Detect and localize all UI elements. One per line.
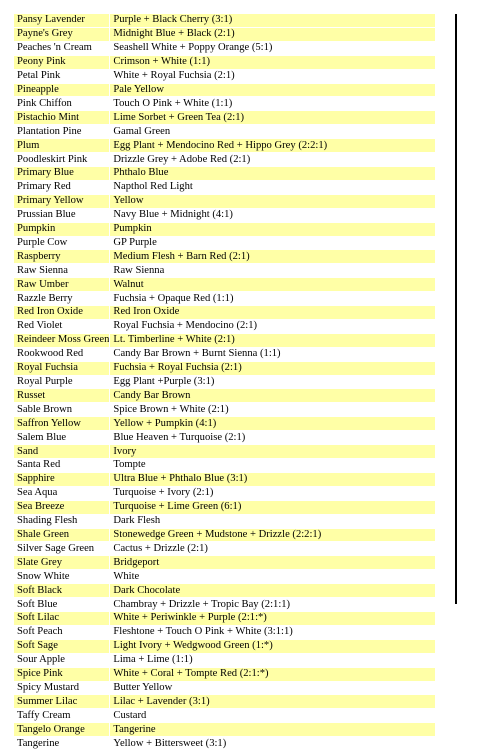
table-row — [14, 319, 435, 333]
table-row — [14, 139, 435, 153]
color-mix-cell: Pale Yellow — [110, 83, 435, 97]
color-mix-cell: Medium Flesh + Barn Red (2:1) — [110, 250, 435, 264]
table-row — [14, 584, 435, 598]
color-name-cell: Sour Apple — [14, 653, 110, 667]
color-name-cell: Primary Red — [14, 180, 110, 194]
color-mix-cell: Gamal Green — [110, 125, 435, 139]
table-row — [14, 333, 435, 347]
color-name-cell: Soft Lilac — [14, 611, 110, 625]
color-mix-cell: Lt. Timberline + White (2:1) — [110, 333, 435, 347]
color-name-cell: Royal Purple — [14, 375, 110, 389]
color-mix-cell: White + Periwinkle + Purple (2:1:*) — [110, 611, 435, 625]
color-name-cell: Summer Lilac — [14, 695, 110, 709]
table-row — [14, 556, 435, 570]
color-mix-cell: Candy Bar Brown — [110, 389, 435, 403]
color-name-cell: Royal Fuchsia — [14, 361, 110, 375]
table-row — [14, 431, 435, 445]
color-mix-cell: Egg Plant + Mendocino Red + Hippo Grey (2:2:1) — [110, 139, 435, 153]
color-mix-cell: Turquoise + Lime Green (6:1) — [110, 500, 435, 514]
color-mix-cell: Tompte — [110, 459, 435, 473]
color-mix-cell: Yellow — [110, 194, 435, 208]
color-name-cell: Sand — [14, 445, 110, 459]
color-mix-cell: White — [110, 570, 435, 584]
table-row — [14, 681, 435, 695]
color-mix-cell: Dark Chocolate — [110, 584, 435, 598]
color-mix-cell: Purple + Black Cherry (3:1) — [110, 14, 435, 27]
color-name-cell: Taffy Cream — [14, 709, 110, 723]
color-mix-cell: Seashell White + Poppy Orange (5:1) — [110, 41, 435, 55]
table-row — [14, 625, 435, 639]
color-name-cell: Primary Blue — [14, 166, 110, 180]
color-mix-cell: Lime Sorbet + Green Tea (2:1) — [110, 111, 435, 125]
color-name-cell: Razzle Berry — [14, 292, 110, 306]
table-row — [14, 55, 435, 69]
color-name-cell: Soft Black — [14, 584, 110, 598]
color-mix-cell: Fuchsia + Royal Fuchsia (2:1) — [110, 361, 435, 375]
table-row — [14, 403, 435, 417]
color-name-cell: Payne's Grey — [14, 27, 110, 41]
table-row — [14, 236, 435, 250]
color-mix-cell: Light Ivory + Wedgwood Green (1:*) — [110, 639, 435, 653]
table-row — [14, 542, 435, 556]
table-row — [14, 194, 435, 208]
table-row — [14, 111, 435, 125]
color-mix-cell: Crimson + White (1:1) — [110, 55, 435, 69]
color-name-cell: Sea Breeze — [14, 500, 110, 514]
color-mix-cell: Walnut — [110, 278, 435, 292]
color-name-cell: Tangelo Orange — [14, 723, 110, 737]
color-name-cell: Slate Grey — [14, 556, 110, 570]
table-row — [14, 292, 435, 306]
table-row — [14, 83, 435, 97]
color-name-cell: Pansy Lavender — [14, 14, 110, 27]
color-mix-cell: Candy Bar Brown + Burnt Sienna (1:1) — [110, 347, 435, 361]
color-name-cell: Saffron Yellow — [14, 417, 110, 431]
table-row — [14, 264, 435, 278]
table-row — [14, 27, 435, 41]
color-mix-cell: Fleshtone + Touch O Pink + White (3:1:1) — [110, 625, 435, 639]
color-name-cell: Raspberry — [14, 250, 110, 264]
paint-mix-table — [14, 14, 435, 751]
color-mix-cell: Napthol Red Light — [110, 180, 435, 194]
table-row — [14, 598, 435, 612]
color-mix-cell: Custard — [110, 709, 435, 723]
table-row — [14, 709, 435, 723]
color-mix-cell: Lilac + Lavender (3:1) — [110, 695, 435, 709]
table-row — [14, 375, 435, 389]
color-name-cell: Pistachio Mint — [14, 111, 110, 125]
table-row — [14, 667, 435, 681]
table-body — [14, 14, 435, 751]
vertical-rule — [455, 14, 457, 604]
color-mix-cell: Ultra Blue + Phthalo Blue (3:1) — [110, 472, 435, 486]
color-name-cell: Red Violet — [14, 319, 110, 333]
color-mix-cell: Spice Brown + White (2:1) — [110, 403, 435, 417]
table-row — [14, 125, 435, 139]
color-name-cell: Sable Brown — [14, 403, 110, 417]
table-row — [14, 500, 435, 514]
color-mix-cell: Phthalo Blue — [110, 166, 435, 180]
color-name-cell: Santa Red — [14, 459, 110, 473]
color-name-cell: Peony Pink — [14, 55, 110, 69]
color-name-cell: Soft Sage — [14, 639, 110, 653]
color-mix-cell: Midnight Blue + Black (2:1) — [110, 27, 435, 41]
color-name-cell: Spice Pink — [14, 667, 110, 681]
color-mix-cell: GP Purple — [110, 236, 435, 250]
table-row — [14, 611, 435, 625]
table-row — [14, 417, 435, 431]
table-row — [14, 695, 435, 709]
table-row — [14, 528, 435, 542]
table-row — [14, 653, 435, 667]
table-row — [14, 639, 435, 653]
color-mix-cell: Butter Yellow — [110, 681, 435, 695]
color-name-cell: Peaches 'n Cream — [14, 41, 110, 55]
color-mix-cell: Tangerine — [110, 723, 435, 737]
color-name-cell: Shale Green — [14, 528, 110, 542]
color-name-cell: Snow White — [14, 570, 110, 584]
table-row — [14, 69, 435, 83]
table-row — [14, 570, 435, 584]
table-row — [14, 14, 435, 27]
color-name-cell: Rookwood Red — [14, 347, 110, 361]
color-name-cell: Silver Sage Green — [14, 542, 110, 556]
color-mix-cell: Chambray + Drizzle + Tropic Bay (2:1:1) — [110, 598, 435, 612]
color-mix-cell: Fuchsia + Opaque Red (1:1) — [110, 292, 435, 306]
color-name-cell: Russet — [14, 389, 110, 403]
table-row — [14, 486, 435, 500]
color-name-cell: Primary Yellow — [14, 194, 110, 208]
color-name-cell: Pineapple — [14, 83, 110, 97]
color-name-cell: Petal Pink — [14, 69, 110, 83]
color-mix-cell: Cactus + Drizzle (2:1) — [110, 542, 435, 556]
color-mix-cell: Navy Blue + Midnight (4:1) — [110, 208, 435, 222]
color-mix-cell: Touch O Pink + White (1:1) — [110, 97, 435, 111]
table-row — [14, 445, 435, 459]
color-name-cell: Prussian Blue — [14, 208, 110, 222]
table-row — [14, 97, 435, 111]
table-row — [14, 222, 435, 236]
color-mix-cell: Dark Flesh — [110, 514, 435, 528]
color-mix-cell: Egg Plant +Purple (3:1) — [110, 375, 435, 389]
color-name-cell: Poodleskirt Pink — [14, 153, 110, 167]
table-row — [14, 347, 435, 361]
color-mix-cell: Drizzle Grey + Adobe Red (2:1) — [110, 153, 435, 167]
color-name-cell: Reindeer Moss Green — [14, 333, 110, 347]
color-mix-cell: Blue Heaven + Turquoise (2:1) — [110, 431, 435, 445]
color-mix-cell: Lima + Lime (1:1) — [110, 653, 435, 667]
color-mix-cell: Ivory — [110, 445, 435, 459]
color-name-cell: Soft Peach — [14, 625, 110, 639]
color-mix-cell: White + Coral + Tompte Red (2:1:*) — [110, 667, 435, 681]
color-name-cell: Pink Chiffon — [14, 97, 110, 111]
table-row — [14, 459, 435, 473]
color-mix-cell: Raw Sienna — [110, 264, 435, 278]
color-mix-cell: White + Royal Fuchsia (2:1) — [110, 69, 435, 83]
color-name-cell: Sapphire — [14, 472, 110, 486]
color-name-cell: Raw Umber — [14, 278, 110, 292]
color-mix-cell: Yellow + Pumpkin (4:1) — [110, 417, 435, 431]
table-row — [14, 389, 435, 403]
color-mix-cell: Stonewedge Green + Mudstone + Drizzle (2:2:1) — [110, 528, 435, 542]
color-name-cell: Sea Aqua — [14, 486, 110, 500]
color-name-cell: Raw Sienna — [14, 264, 110, 278]
table-row — [14, 737, 435, 751]
color-name-cell: Shading Flesh — [14, 514, 110, 528]
table-row — [14, 41, 435, 55]
table-row — [14, 306, 435, 320]
table-row — [14, 180, 435, 194]
color-mix-cell: Red Iron Oxide — [110, 306, 435, 320]
color-name-cell: Plantation Pine — [14, 125, 110, 139]
table-row — [14, 723, 435, 737]
table-row — [14, 472, 435, 486]
table-row — [14, 166, 435, 180]
table-row — [14, 361, 435, 375]
color-name-cell: Soft Blue — [14, 598, 110, 612]
color-name-cell: Tangerine — [14, 737, 110, 751]
table-row — [14, 153, 435, 167]
color-mix-cell: Pumpkin — [110, 222, 435, 236]
table-row — [14, 514, 435, 528]
table-row — [14, 278, 435, 292]
color-name-cell: Plum — [14, 139, 110, 153]
color-mix-cell: Royal Fuchsia + Mendocino (2:1) — [110, 319, 435, 333]
table-row — [14, 208, 435, 222]
color-name-cell: Spicy Mustard — [14, 681, 110, 695]
color-name-cell: Salem Blue — [14, 431, 110, 445]
color-mix-cell: Bridgeport — [110, 556, 435, 570]
table-row — [14, 250, 435, 264]
color-name-cell: Pumpkin — [14, 222, 110, 236]
color-mix-cell: Yellow + Bittersweet (3:1) — [110, 737, 435, 751]
color-mix-cell: Turquoise + Ivory (2:1) — [110, 486, 435, 500]
color-name-cell: Purple Cow — [14, 236, 110, 250]
color-name-cell: Red Iron Oxide — [14, 306, 110, 320]
